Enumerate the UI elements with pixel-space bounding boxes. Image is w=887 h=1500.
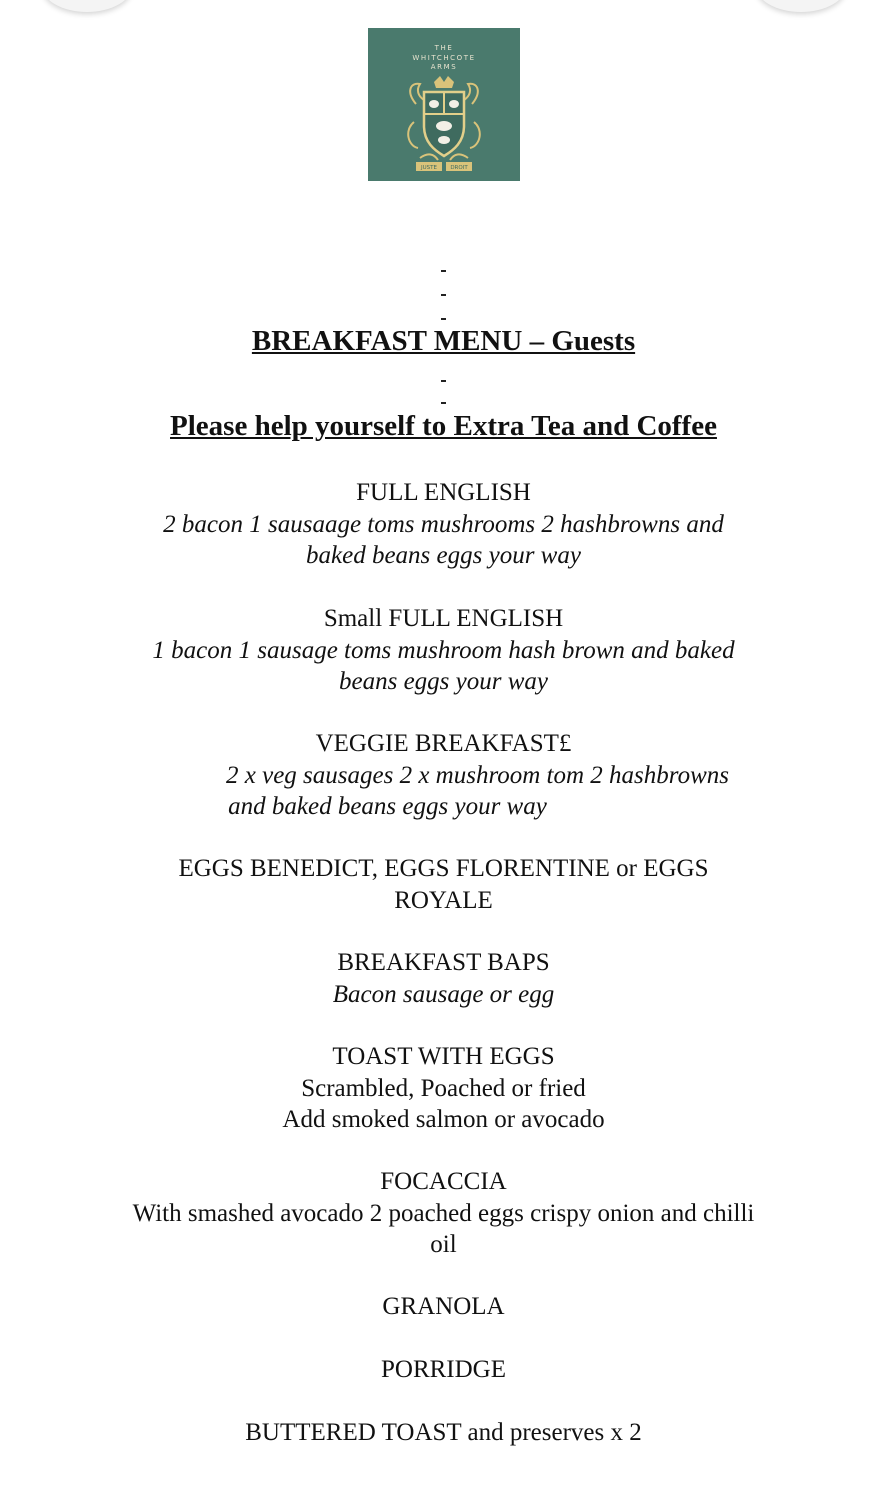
svg-text:JUSTE: JUSTE: [421, 165, 437, 171]
item-description: 2 bacon 1 sausaage toms mushrooms 2 hashbrowns and: [163, 510, 724, 538]
item-name: GRANOLA: [382, 1293, 505, 1320]
menu-title: BREAKFAST MENU – Guests: [251, 325, 636, 357]
item-name: ROYALE: [394, 886, 493, 914]
separator-dash: [441, 380, 446, 382]
coat-of-arms-icon: [404, 74, 484, 178]
corner-button-right: [756, 0, 846, 12]
menu-item-small-full-english: [0, 603, 887, 698]
item-description: oil: [430, 1231, 457, 1258]
logo-text: THE WHITCHCOTE ARMS: [412, 44, 476, 71]
menu-item-granola: [0, 1291, 887, 1323]
item-description: With smashed avocado 2 poached eggs crispy onion and chilli: [132, 1199, 755, 1227]
separator-dash: [441, 294, 446, 296]
item-description: beans eggs your way: [339, 668, 548, 695]
item-name: FULL ENGLISH: [356, 479, 531, 506]
svg-text:DROIT: DROIT: [450, 165, 468, 171]
whitchcote-arms-logo: [368, 28, 520, 181]
menu-item-toast-with-eggs: [0, 1041, 887, 1136]
item-description: Add smoked salmon or avocado: [282, 1106, 605, 1133]
separator-dash: [441, 270, 446, 272]
item-description: Bacon sausage or egg: [332, 980, 555, 1008]
item-description: and baked beans eggs your way: [228, 793, 547, 820]
separator-dash: [441, 318, 446, 320]
menu-item-porridge: [0, 1354, 887, 1386]
item-description: Scrambled, Poached or fried: [301, 1074, 586, 1102]
item-description: 2 x veg sausages 2 x mushroom tom 2 hashbrowns: [226, 761, 729, 789]
item-description: baked beans eggs your way: [306, 542, 581, 569]
item-name: VEGGIE BREAKFAST£: [315, 730, 572, 757]
menu-item-buttered-toast: [0, 1417, 887, 1449]
item-name: PORRIDGE: [380, 1356, 506, 1383]
menu-item-breakfast-baps: [0, 947, 887, 1010]
item-name: EGGS BENEDICT, EGGS FLORENTINE or EGGS: [178, 855, 709, 882]
menu-item-eggs: [0, 853, 887, 916]
menu-item-veggie-breakfast: [0, 728, 887, 823]
corner-button-left: [42, 0, 132, 12]
item-name: TOAST WITH EGGS: [332, 1043, 555, 1070]
item-name: BREAKFAST BAPS: [337, 949, 550, 976]
item-name: FOCACCIA: [380, 1168, 507, 1195]
separator-dash: [441, 402, 446, 404]
menu-notice: Please help yourself to Extra Tea and Coffee: [170, 410, 717, 442]
item-name: Small FULL ENGLISH: [323, 605, 564, 632]
item-description: 1 bacon 1 sausage toms mushroom hash brown and baked: [152, 636, 735, 664]
menu-item-full-english: [0, 477, 887, 572]
item-name: BUTTERED TOAST and preserves x 2: [245, 1419, 642, 1446]
menu-item-focaccia: [0, 1166, 887, 1261]
